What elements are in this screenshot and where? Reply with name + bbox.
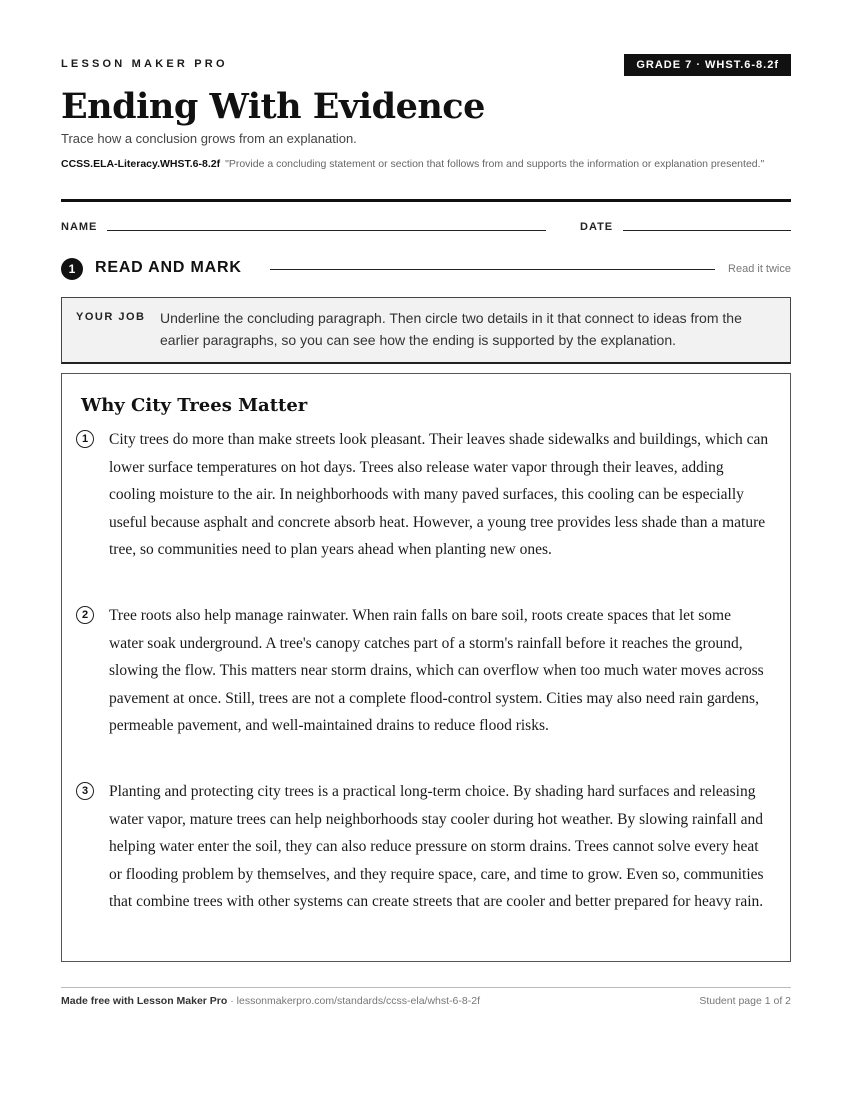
section-note: Read it twice [728,263,791,275]
brand-name: LESSON MAKER PRO [61,58,228,70]
instructions-box [61,297,791,364]
footer-link[interactable]: · lessonmakerpro.com/standards/ccss-ela/whst-6-8-2f [230,995,480,1007]
worksheet-subtitle: Trace how a conclusion grows from an explanation. [61,131,357,146]
footer-divider [61,987,791,988]
section-number-badge: 1 [61,258,83,280]
paragraph-1: City trees do more than make streets look pleasant. Their leaves shade sidewalks and buildings, which can lower surface temperatures on hot days. Trees also release water vapor through their leaves, adding cooling moisture to the air. In neighborhoods with many paved surfaces, this cooling can be especially useful because asphalt and concrete absorb heat. However, a young tree provides less shade than a mature tree, so communities need to plan years ahead when planting new ones. [109,431,769,558]
grade-badge: GRADE 7 · WHST.6-8.2f [624,54,791,76]
paragraph-number-2: 2 [76,606,94,624]
header-divider [61,199,791,202]
paragraph-2: Tree roots also help manage rainwater. When rain falls on bare soil, roots create spaces that let some water soak underground. A tree's canopy catches part of a storm's rainfall before it reaches the ground, slowing the flow. This matters near storm drains, which can overflow when too much water moves across pavement at once. Still, trees are not a complete flood-control system. Cities may also need rain gardens, permeable pavement, and well-maintained drains to reduce flood risks. [109,607,764,734]
section-rule [270,269,715,270]
section-title: READ AND MARK [95,259,242,276]
footer-made-with: Made free with Lesson Maker Pro [61,995,228,1007]
standard-statement [61,156,791,172]
paragraph-number-3: 3 [76,782,94,800]
standard-text: "Provide a concluding statement or section that follows from and supports the information or explanation presented." [225,158,765,170]
reading-passage [61,373,791,962]
job-label: YOUR JOB [76,311,146,323]
date-label: DATE [580,221,614,233]
page-indicator: Student page 1 of 2 [699,995,791,1007]
worksheet-title: Ending With Evidence [61,86,485,127]
name-field[interactable] [107,230,546,231]
paragraph-number-1: 1 [76,430,94,448]
job-instructions: Underline the concluding paragraph. Then circle two details in it that connect to ideas from the earlier paragraphs, so you can see how the ending is supported by the explanation. [160,310,742,348]
paragraph-3: Planting and protecting city trees is a practical long-term choice. By shading hard surfaces and releasing water vapor, mature trees can help neighborhoods stay cooler during hot weather. By slowing rainfall and helping water enter the soil, they can also reduce pressure on storm drains. Trees cannot solve every heat or flooding problem by themselves, and they require space, care, and time to grow. Even so, communities that combine trees with other systems can create streets that are cooler and better prepared for heavy rain. [109,783,764,910]
name-label: NAME [61,221,98,233]
passage-title: Why City Trees Matter [81,395,308,416]
footer-credit [61,995,480,1007]
date-field[interactable] [623,230,791,231]
standard-code: CCSS.ELA-Literacy.WHST.6-8.2f [61,158,221,170]
